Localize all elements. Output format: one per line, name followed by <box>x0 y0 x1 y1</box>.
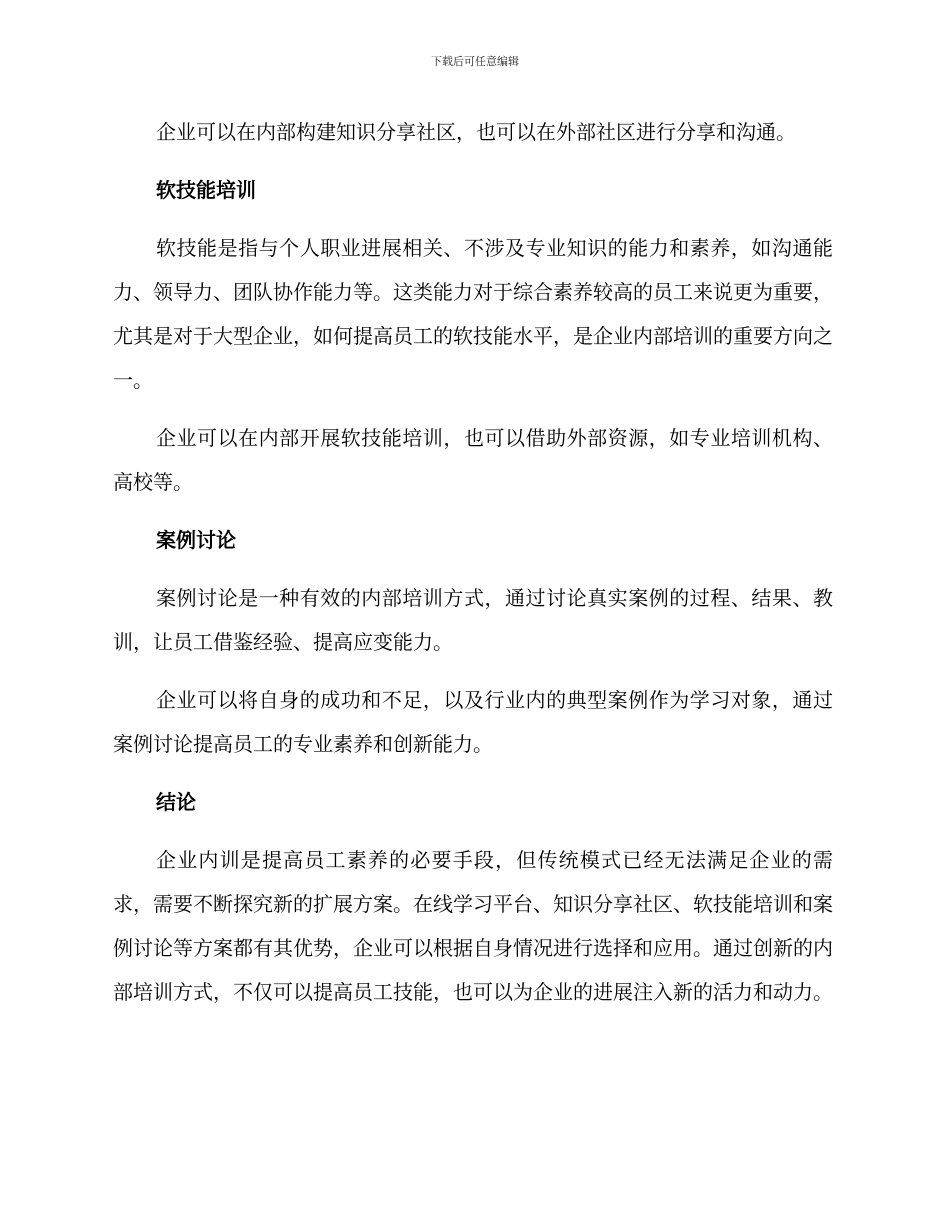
paragraph-soft-skills-definition: 软技能是指与个人职业进展相关、不涉及专业知识的能力和素养，如沟通能力、领导力、团队协作能力等。这类能力对于综合素养较高的员工来说更为重要，尤其是对于大型企业，如何提高员工的软技能水平，是企业内部培训的重要方向之一。 <box>113 236 833 392</box>
paragraph-knowledge-community: 企业可以在内部构建知识分享社区，也可以在外部社区进行分享和沟通。 <box>156 120 796 144</box>
page-header: 下载后可任意编辑 <box>431 55 519 68</box>
heading-case-discussion: 案例讨论 <box>156 528 236 552</box>
paragraph-soft-skills-training: 企业可以在内部开展软技能培训，也可以借助外部资源，如专业培训机构、高校等。 <box>113 426 833 494</box>
paragraph-conclusion: 企业内训是提高员工素养的必要手段，但传统模式已经无法满足企业的需求，需要不断探究新的扩展方案。在线学习平台、知识分享社区、软技能培训和案例讨论等方案都有其优势，企业可以根据自身情况进行选择和应用。通过创新的内部培训方式，不仅可以提高员工技能，也可以为企业的进展注入新的活力和动力。 <box>113 848 833 1004</box>
paragraph-case-discussion-definition: 案例讨论是一种有效的内部培训方式，通过讨论真实案例的过程、结果、教训，让员工借鉴经验、提高应变能力。 <box>113 586 833 654</box>
document-body <box>113 110 833 1014</box>
heading-conclusion: 结论 <box>156 790 196 814</box>
paragraph-case-discussion-practice: 企业可以将自身的成功和不足，以及行业内的典型案例作为学习对象，通过案例讨论提高员工的专业素养和创新能力。 <box>113 688 833 756</box>
heading-soft-skills: 软技能培训 <box>156 178 256 202</box>
